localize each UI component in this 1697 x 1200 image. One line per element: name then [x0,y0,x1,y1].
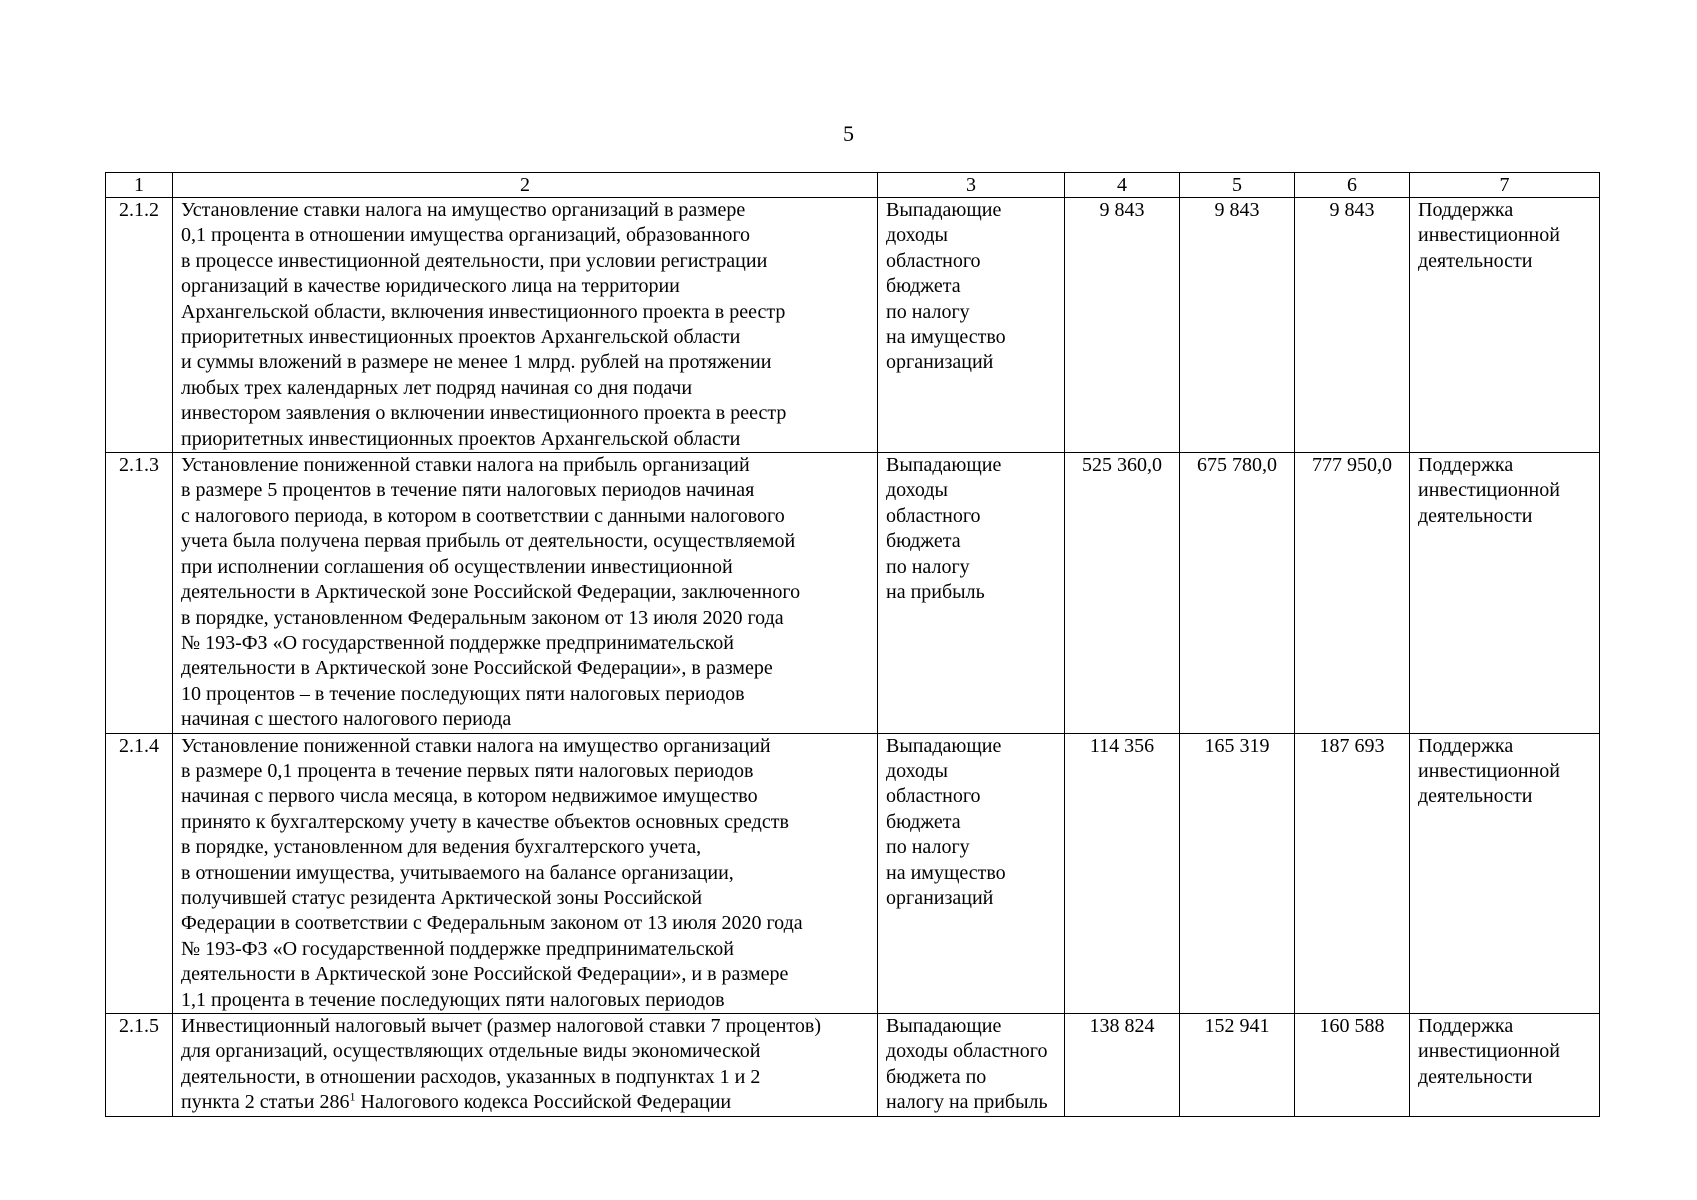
description-line: принято к бухгалтерскому учету в качестве объектов основных средств [181,810,789,833]
type-line: областного [886,504,981,527]
description-line: инвестором заявления о включении инвестиционного проекта в реестр [181,402,787,425]
goal-line: Поддержка [1418,1015,1514,1037]
type-line: по налогу [886,836,970,859]
goal-line: деятельности [1418,785,1533,808]
description-line: приоритетных инвестиционных проектов Архангельской области [181,326,741,349]
type-line: на имущество [886,326,1006,349]
description-line: № 193-ФЗ «О государственной поддержке предпринимательской [181,631,734,654]
row-description [173,1014,878,1117]
row-goal [1410,733,1600,1013]
description-line: организаций в качестве юридического лица на территории [181,275,680,298]
description-line: начиная с первого числа месяца, в котором недвижимое имущество [181,785,758,808]
type-line: Выпадающие [886,1015,1002,1037]
description-line: в размере 5 процентов в течение пяти налоговых периодов начиная [181,479,755,502]
value-col-5: 152 941 [1180,1014,1295,1117]
description-line: Инвестиционный налоговый вычет (размер налоговой ставки 7 процентов) [181,1015,822,1037]
description-line: деятельности в Арктической зоне Российской Федерации», в размере [181,657,773,680]
column-header: 6 [1295,173,1410,198]
description-line: в порядке, установленном Федеральным законом от 13 июля 2020 года [181,606,784,629]
row-description [173,453,878,733]
row-goal [1410,1014,1600,1117]
description-line: начиная с шестого налогового периода [181,708,512,731]
type-line: областного [886,785,981,808]
row-description [173,198,878,453]
goal-line: деятельности [1418,1065,1533,1088]
description-line: № 193-ФЗ «О государственной поддержке предпринимательской [181,937,734,960]
type-line: Выпадающие [886,734,1002,757]
description-line: деятельности в Арктической зоне Российской Федерации, заключенного [181,581,801,604]
description-line: 10 процентов – в течение последующих пяти налоговых периодов [181,682,745,705]
type-line: доходы [886,224,948,247]
goal-line: инвестиционной [1418,759,1560,782]
type-line: бюджета [886,530,961,553]
row-type [878,198,1065,453]
value-col-4: 138 824 [1065,1014,1180,1117]
row-goal [1410,198,1600,453]
type-line: доходы [886,759,948,782]
goal-line: Поддержка [1418,199,1514,221]
type-line: доходы областного [886,1040,1048,1063]
value-col-6: 9 843 [1295,198,1410,453]
row-goal [1410,453,1600,733]
table-row [106,733,1600,1013]
table-row [106,198,1600,453]
description-line: деятельности, в отношении расходов, указанных в подпунктах 1 и 2 [181,1065,761,1088]
table-row [106,1014,1600,1117]
description-line: получившей статус резидента Арктической зоны Российской [181,886,703,909]
value-col-6: 187 693 [1295,733,1410,1013]
type-line: организаций [886,886,994,909]
value-col-4: 525 360,0 [1065,453,1180,733]
type-line: бюджета по [886,1065,987,1088]
type-line: бюджета [886,810,961,833]
description-text: пункта 2 статьи 286 [181,1091,350,1114]
description-line: Установление пониженной ставки налога на имущество организаций [181,734,771,757]
goal-line: Поддержка [1418,734,1514,757]
row-number: 2.1.3 [106,453,173,733]
type-line: областного [886,249,981,272]
goal-line: Поддержка [1418,454,1514,477]
column-header: 7 [1410,173,1600,198]
type-line: бюджета [886,275,961,298]
column-header: 2 [173,173,878,198]
description-line: и суммы вложений в размере не менее 1 млрд. рублей на протяжении [181,351,772,374]
goal-line: деятельности [1418,249,1533,272]
table-row [106,453,1600,733]
value-col-4: 114 356 [1065,733,1180,1013]
row-type [878,733,1065,1013]
superscript-mark: 1 [349,1089,356,1104]
value-col-6: 160 588 [1295,1014,1410,1117]
description-line: Федерации в соответствии с Федеральным законом от 13 июля 2020 года [181,912,803,935]
type-line: организаций [886,351,994,374]
description-line-with-superscript [181,1090,871,1115]
description-line: приоритетных инвестиционных проектов Архангельской области [181,427,741,450]
description-line: в процессе инвестиционной деятельности, при условии регистрации [181,249,768,272]
description-line: с налогового периода, в котором в соответствии с данными налогового [181,504,785,527]
type-line: по налогу [886,555,970,578]
type-line: на прибыль [886,581,985,604]
goal-line: инвестиционной [1418,224,1560,247]
row-type [878,453,1065,733]
type-line: по налогу [886,300,970,323]
type-line: на имущество [886,861,1006,884]
type-line: Выпадающие [886,199,1002,221]
description-line: учета была получена первая прибыль от деятельности, осуществляемой [181,530,796,553]
row-type [878,1014,1065,1117]
description-line: в порядке, установленном для ведения бухгалтерского учета, [181,836,702,859]
description-line: Установление ставки налога на имущество организаций в размере [181,199,746,221]
goal-line: деятельности [1418,504,1533,527]
value-col-5: 165 319 [1180,733,1295,1013]
column-header: 3 [878,173,1065,198]
row-description [173,733,878,1013]
description-line: в размере 0,1 процента в течение первых пяти налоговых периодов [181,759,754,782]
row-number: 2.1.5 [106,1014,173,1117]
column-header: 4 [1065,173,1180,198]
type-line: налогу на прибыль [886,1091,1048,1114]
value-col-5: 675 780,0 [1180,453,1295,733]
value-col-4: 9 843 [1065,198,1180,453]
row-number: 2.1.2 [106,198,173,453]
description-line: любых трех календарных лет подряд начиная со дня подачи [181,376,693,399]
goal-line: инвестиционной [1418,479,1560,502]
description-line: в отношении имущества, учитываемого на балансе организации, [181,861,734,884]
description-line: 1,1 процента в течение последующих пяти налоговых периодов [181,988,725,1011]
type-line: Выпадающие [886,454,1002,477]
value-col-6: 777 950,0 [1295,453,1410,733]
row-number: 2.1.4 [106,733,173,1013]
table-header-row [106,173,1600,198]
description-line: при исполнении соглашения об осуществлении инвестиционной [181,555,733,578]
description-line: деятельности в Арктической зоне Российской Федерации», и в размере [181,963,789,986]
column-header: 1 [106,173,173,198]
description-text: Налогового кодекса Российской Федерации [355,1091,732,1114]
column-header: 5 [1180,173,1295,198]
description-line: для организаций, осуществляющих отдельные виды экономической [181,1040,761,1063]
tax-expenditure-table [105,172,1600,1117]
value-col-5: 9 843 [1180,198,1295,453]
goal-line: инвестиционной [1418,1040,1560,1063]
type-line: доходы [886,479,948,502]
description-line: Архангельской области, включения инвестиционного проекта в реестр [181,300,786,323]
description-line: Установление пониженной ставки налога на прибыль организаций [181,454,750,477]
page-number: 5 [843,121,854,146]
description-line: 0,1 процента в отношении имущества организаций, образованного [181,224,751,247]
